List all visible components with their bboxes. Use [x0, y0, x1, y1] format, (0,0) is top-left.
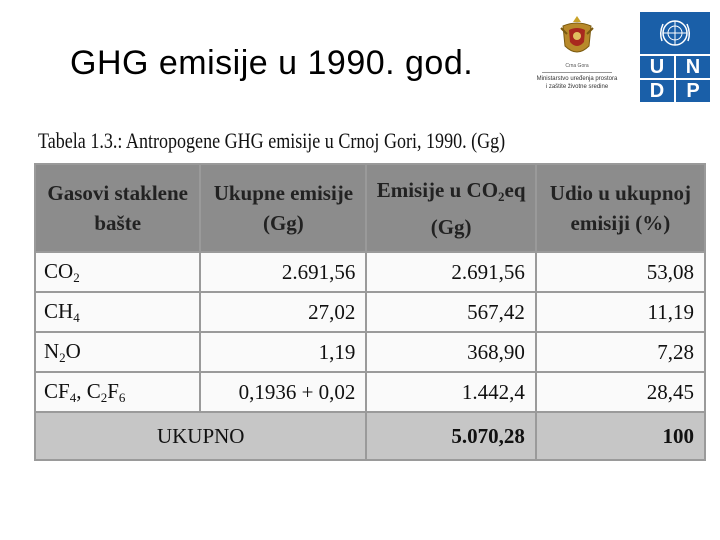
total-cell: 2.691,56	[200, 252, 366, 292]
co2eq-cell: 368,90	[366, 332, 535, 372]
un-emblem-icon	[640, 12, 710, 54]
table-total-row	[35, 412, 705, 460]
header-co2eq	[366, 164, 535, 252]
emissions-table	[34, 163, 706, 461]
total-co2eq: 5.070,28	[366, 412, 535, 460]
crest-top-text: Crna Gora	[565, 63, 589, 69]
total-cell: 0,1936 + 0,02	[200, 372, 366, 412]
table-row	[35, 332, 705, 372]
gas-cell: $CH_4$	[35, 292, 200, 332]
total-label: UKUPNO	[35, 412, 366, 460]
undp-letter-p: P	[676, 80, 710, 102]
share-cell: 7,28	[536, 332, 705, 372]
montenegro-crest-logo	[532, 12, 622, 102]
table-caption: Tabela 1.3.: Antropogene GHG emisije u Crnoj Gori, 1990. (Gg)	[38, 128, 506, 153]
crest-icon	[557, 12, 597, 62]
gas-cell: $CF_4$, $C_2F_6$	[35, 372, 200, 412]
co2eq-cell: 2.691,56	[366, 252, 535, 292]
gas-cell: $N_2O$	[35, 332, 200, 372]
header-share: Udio u ukupnoj emisiji (%)	[536, 164, 705, 252]
table-row	[35, 292, 705, 332]
undp-letter-n: N	[676, 56, 710, 78]
header-co2eq-suffix: eq (Gg)	[430, 177, 526, 239]
slide-title: GHG emisije u 1990. god.	[70, 44, 474, 82]
total-cell: 1,19	[200, 332, 366, 372]
share-cell: 28,45	[536, 372, 705, 412]
total-share: 100	[536, 412, 705, 460]
crest-line-1: Ministarstvo uređenja prostora	[536, 76, 618, 82]
crest-divider	[542, 72, 612, 73]
total-cell: 27,02	[200, 292, 366, 332]
share-cell: 11,19	[536, 292, 705, 332]
table-row	[35, 252, 705, 292]
header-co2eq-sub: 2	[498, 188, 505, 204]
undp-letter-d: D	[640, 80, 674, 102]
table-header-row	[35, 164, 705, 252]
undp-letter-u: U	[640, 56, 674, 78]
share-cell: 53,08	[536, 252, 705, 292]
header-total: Ukupne emisije (Gg)	[200, 164, 366, 252]
header-co2eq-prefix: Emisije u CO	[376, 177, 499, 202]
undp-logo	[640, 12, 710, 102]
co2eq-cell: 567,42	[366, 292, 535, 332]
crest-line-2: i zaštite životne sredine	[545, 84, 609, 90]
table-row	[35, 372, 705, 412]
co2eq-cell: 1.442,4	[366, 372, 535, 412]
header-gas: Gasovi staklene bašte	[35, 164, 200, 252]
gas-cell: $CO_2$	[35, 252, 200, 292]
